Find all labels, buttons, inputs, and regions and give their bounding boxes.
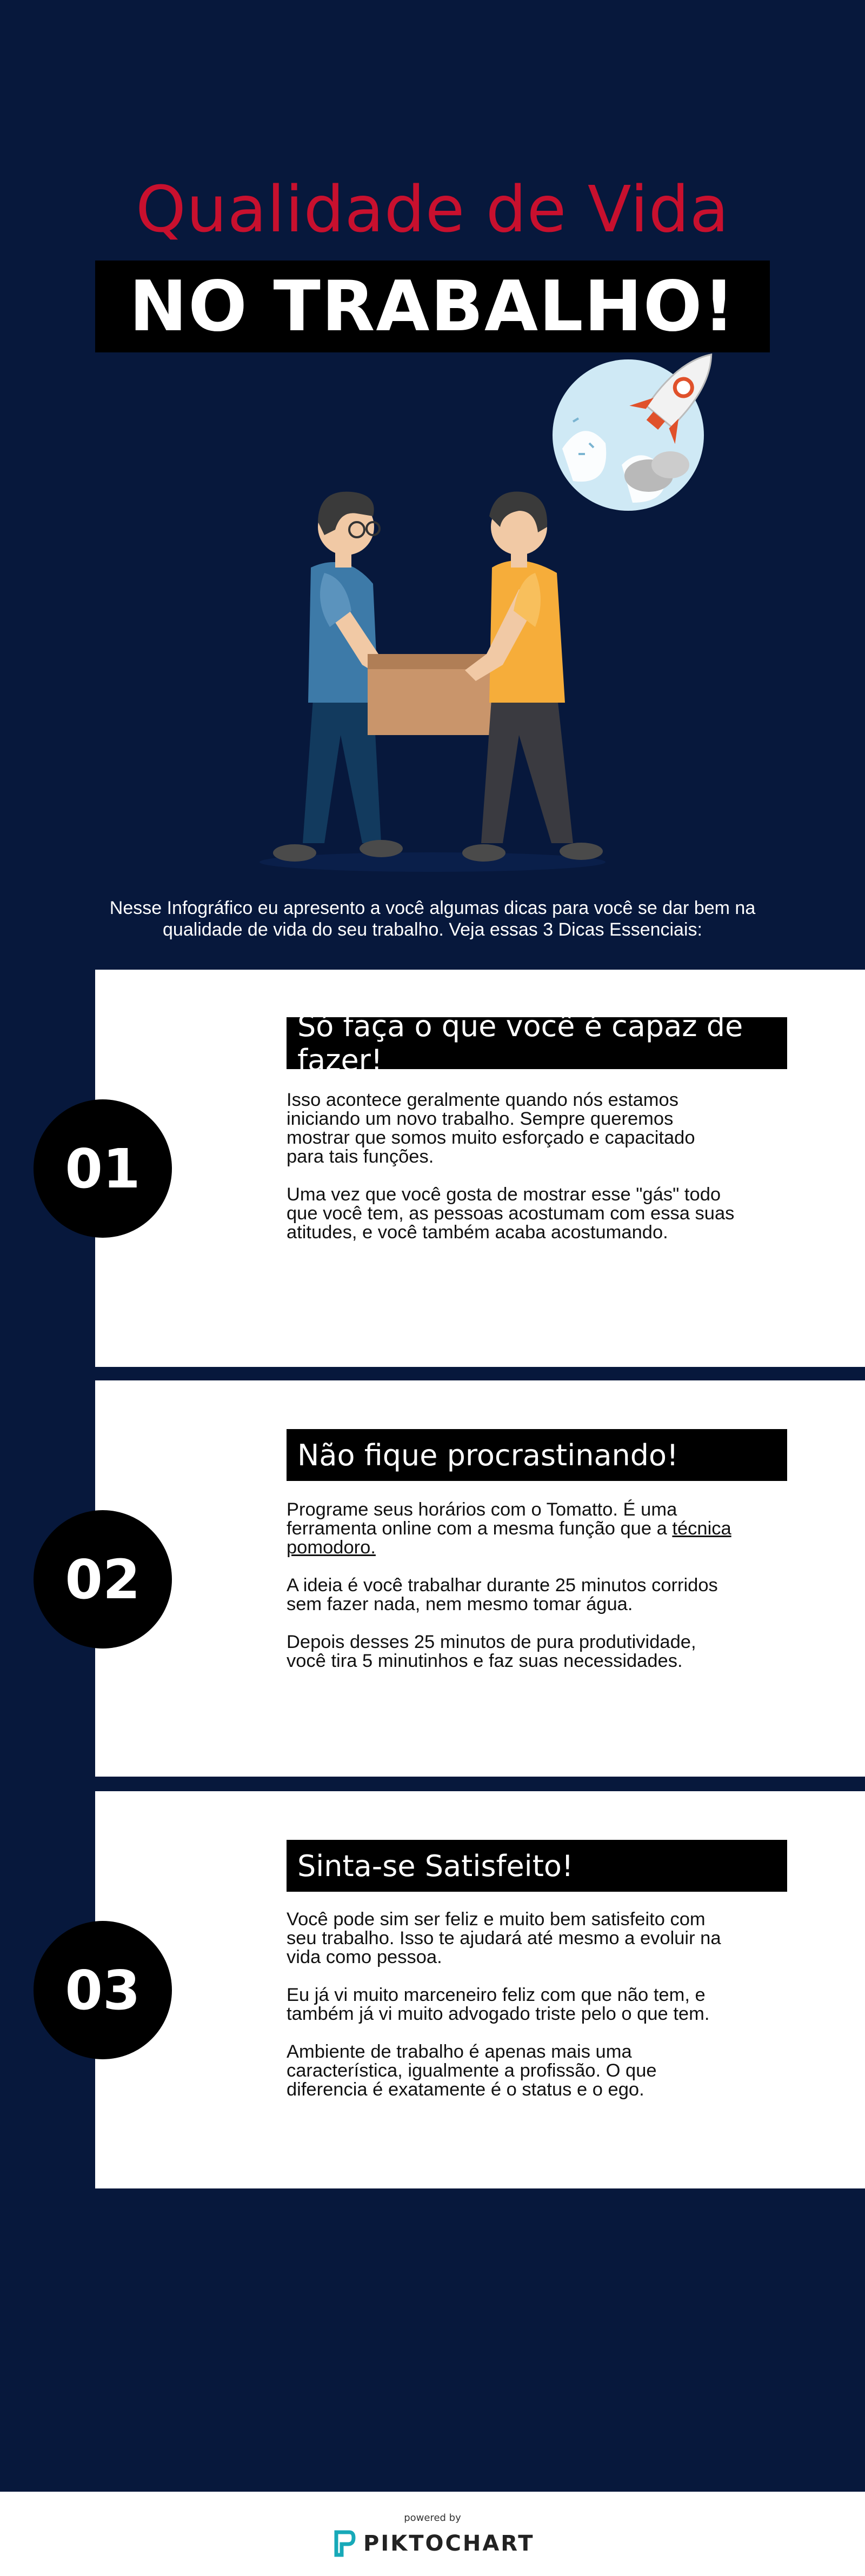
tip-body: [287, 1910, 735, 2118]
piktochart-logo-icon: [334, 2530, 356, 2557]
tip-title: Não fique procrastinando!: [297, 1438, 678, 1472]
tip-paragraph: Você pode sim ser feliz e muito bem satisfeito com seu trabalho. Isso te ajudará até mesmo a evoluir na vida como pessoa.: [287, 1909, 721, 1967]
tip-title-bar: [287, 1840, 787, 1892]
hero-illustration: [0, 346, 865, 886]
tip-number-badge: 01: [34, 1099, 172, 1238]
tip-paragraph: [287, 1500, 735, 1557]
title-top: Qualidade de Vida: [136, 172, 729, 246]
tip-title-bar: [287, 1429, 787, 1481]
tip-paragraph-text: Programe seus horários com o Tomatto. É uma ferramenta online com a mesma função que a: [287, 1499, 677, 1539]
pomodoro-link[interactable]: técnica pomodoro.: [287, 1518, 731, 1558]
tip-title: Só faça o que você é capaz de fazer!: [297, 1009, 743, 1077]
tip-paragraph: A ideia é você trabalhar durante 25 minutos corridos sem fazer nada, nem mesmo tomar água.: [287, 1575, 718, 1614]
rocket-illustration: [553, 346, 734, 511]
tip-number-badge: 03: [34, 1921, 172, 2059]
page-title: NO TRABALHO!: [129, 266, 736, 347]
tip-body: [287, 1091, 735, 1261]
tip-paragraph: Depois desses 25 minutos de pura produtividade, você tira 5 minutinhos e faz suas necessidades.: [287, 1632, 696, 1671]
title-banner: [95, 261, 770, 352]
tip-number-badge: 02: [34, 1510, 172, 1649]
two-people-carrying-box-illustration: [260, 492, 606, 872]
tip-paragraph: Ambiente de trabalho é apenas mais uma característica, igualmente a profissão. O que diferencia é exatamente é o status e o ego.: [287, 2041, 657, 2100]
tip-body: [287, 1500, 735, 1690]
brand-name: PIKTOCHART: [363, 2531, 535, 2556]
intro-text: Nesse Infográfico eu apresento a você algumas dicas para você se dar bem na qualidade de vida do seu trabalho. Veja essas 3 Dicas Essenciais:: [109, 898, 756, 940]
tip-paragraph: Uma vez que você gosta de mostrar esse "gás" todo que você tem, as pessoas acostumam com essa suas atitudes, e você também acaba acostumando.: [287, 1184, 735, 1243]
tip-paragraph: Isso acontece geralmente quando nós estamos iniciando um novo trabalho. Sempre queremos mostrar que somos muito esforçado e capacitado para tais funções.: [287, 1090, 695, 1167]
powered-by-label: powered by: [404, 2512, 461, 2524]
tip-title-bar: [287, 1009, 787, 1077]
tip-paragraph: Eu já vi muito marceneiro feliz com que não tem, e também já vi muito advogado triste pelo o que tem.: [287, 1985, 710, 2024]
piktochart-brand[interactable]: [334, 2527, 550, 2560]
tip-title: Sinta-se Satisfeito!: [297, 1848, 574, 1883]
